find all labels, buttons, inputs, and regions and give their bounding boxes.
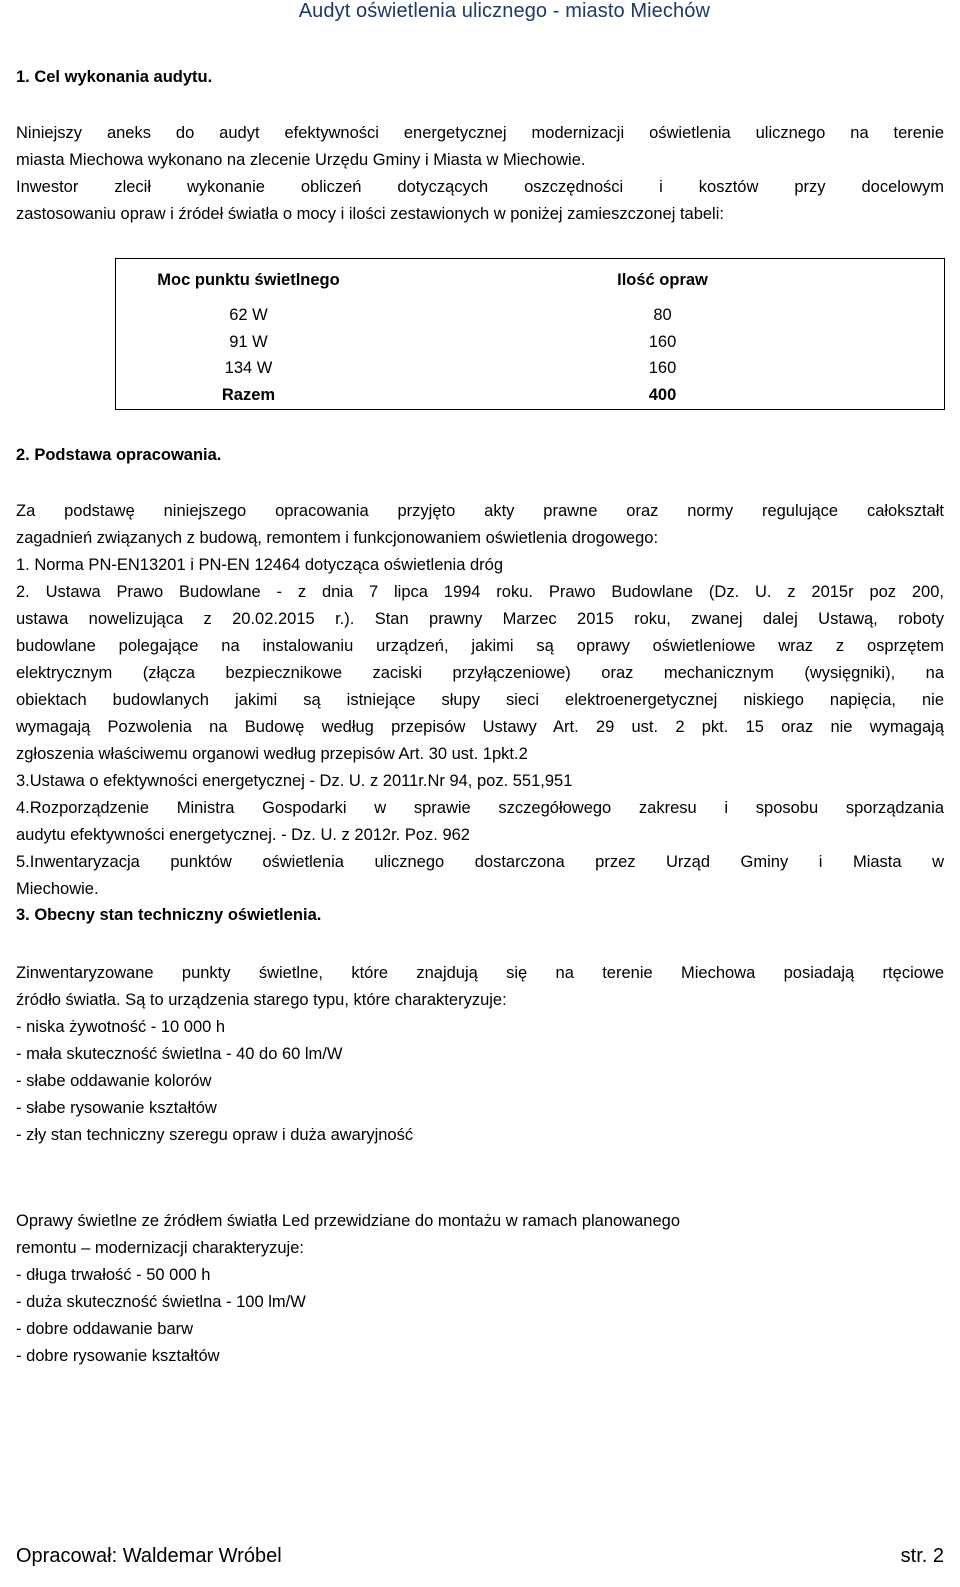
section-1-heading: 1. Cel wykonania audytu.: [16, 68, 213, 86]
body-line: 1. Norma PN-EN13201 i PN-EN 12464 dotycząca oświetlenia dróg: [16, 556, 503, 574]
body-line: audytu efektywności energetycznej. - Dz. U. z 2012r. Poz. 962: [16, 826, 470, 844]
list-item: - zły stan techniczny szeregu opraw i duża awaryjność: [16, 1126, 414, 1144]
paragraph-line: zastosowaniu opraw i źródeł światła o mocy i ilości zestawionych w poniżej zamieszczonej tabeli:: [16, 205, 724, 223]
body-line: wymagają Pozwolenia na Budowę według przepisów Ustawy Art. 29 ust. 2 pkt. 15 oraz nie wymagają: [16, 718, 944, 736]
table-row: [116, 329, 945, 356]
cell-quantity: 160: [648, 359, 677, 378]
body-line: Zinwentaryzowane punkty świetlne, które znajdują się na terenie Miechowa posiadają rtęciowe: [16, 964, 944, 982]
list-item: - dobre rysowanie kształtów: [16, 1347, 220, 1365]
list-item: - słabe oddawanie kolorów: [16, 1072, 212, 1090]
cell-quantity: 160: [648, 332, 677, 351]
power-quantity-table: [115, 258, 945, 410]
header-title: Audyt oświetlenia ulicznego - miasto Miechów: [298, 0, 710, 22]
table-header-row: [116, 259, 945, 303]
cell-power: 91 W: [229, 332, 268, 351]
body-line: 4.Rozporządzenie Ministra Gospodarki w sprawie szczegółowego zakresu i sposobu sporządzania: [16, 799, 944, 817]
body-line: 5.Inwentaryzacja punktów oświetlenia ulicznego dostarczona przez Urząd Gminy i Miasta w: [16, 853, 944, 871]
body-line: ustawa nowelizująca z 20.02.2015 r.). Stan prawny Marzec 2015 roku, zwanej dalej Ustawą, roboty: [16, 610, 944, 628]
list-item: - duża skuteczność świetlna - 100 lm/W: [16, 1293, 306, 1311]
list-item: - mała skuteczność świetlna - 40 do 60 lm/W: [16, 1045, 343, 1063]
body-line: źródło światła. Są to urządzenia starego typu, które charakteryzuje:: [16, 991, 507, 1009]
table-row: [116, 356, 945, 383]
section-2: [16, 444, 944, 467]
section-3-body-a: [16, 960, 944, 1149]
paragraph-line: Inwestor zlecił wykonanie obliczeń dotyczących oszczędności i kosztów przy docelowym: [16, 178, 944, 196]
page-number: str. 2: [900, 1545, 944, 1567]
paragraph-line: miasta Miechowa wykonano na zlecenie Urzędu Gminy i Miasta w Miechowie.: [16, 151, 586, 169]
body-line: 2. Ustawa Prawo Budowlane - z dnia 7 lipca 1994 roku. Prawo Budowlane (Dz. U. z 2015r poz 200,: [16, 583, 944, 601]
section-3-body-b: [16, 1208, 944, 1370]
body-line: 3.Ustawa o efektywności energetycznej - Dz. U. z 2011r.Nr 94, poz. 551,951: [16, 772, 573, 790]
header-quantity: Ilość opraw: [617, 271, 708, 290]
cell-quantity: 80: [653, 306, 672, 324]
body-line: zgłoszenia właściwemu organowi według przepisów Art. 30 ust. 1pkt.2: [16, 745, 528, 763]
list-item: - niska żywotność - 10 000 h: [16, 1018, 226, 1036]
list-item: - dobre oddawanie barw: [16, 1320, 194, 1338]
body-line: obiektach budowlanych jakimi są istniejące słupy sieci elektroenergetycznej niskiego napięcia, nie: [16, 691, 944, 709]
body-line: remontu – modernizacji charakteryzuje:: [16, 1239, 304, 1257]
section-3-heading: 3. Obecny stan techniczny oświetlenia.: [16, 906, 322, 924]
cell-power: 134 W: [224, 359, 273, 378]
body-line: Za podstawę niniejszego opracowania przyjęto akty prawne oraz normy regulujące całokształt: [16, 502, 944, 520]
paragraph-line: Niniejszy aneks do audyt efektywności energetycznej modernizacji oświetlenia ulicznego na terenie: [16, 124, 944, 142]
body-line: Oprawy świetlne ze źródłem światła Led przewidziane do montażu w ramach planowanego: [16, 1212, 681, 1230]
section-3: [16, 904, 944, 927]
cell-power: 62 W: [229, 306, 268, 324]
page-header: [0, 0, 710, 24]
section-2-body: [16, 498, 944, 903]
table-row: [116, 302, 945, 329]
header-power: Moc punktu świetlnego: [157, 271, 340, 290]
section-2-heading: 2. Podstawa opracowania.: [16, 446, 222, 464]
list-item: - długa trwałość - 50 000 h: [16, 1266, 211, 1284]
section-1-paragraph: [16, 120, 944, 228]
total-value: 400: [648, 386, 677, 405]
body-line: elektrycznym (złącza bezpiecznikowe zaciski przyłączeniowe) oraz mechanicznym (wysięgniki), na: [16, 664, 944, 682]
body-line: zagadnień związanych z budową, remontem i funkcjonowaniem oświetlenia drogowego:: [16, 529, 659, 547]
footer-author: Opracował: Waldemar Wróbel: [16, 1545, 282, 1567]
page-footer: [16, 1545, 944, 1568]
total-label: Razem: [221, 386, 276, 405]
list-item: - słabe rysowanie kształtów: [16, 1099, 217, 1117]
body-line: Miechowie.: [16, 880, 99, 898]
table-total-row: [116, 382, 945, 409]
body-line: budowlane polegające na instalowaniu urządzeń, jakimi są oprawy oświetleniowe wraz z osprzętem: [16, 637, 944, 655]
section-1: [16, 66, 944, 89]
